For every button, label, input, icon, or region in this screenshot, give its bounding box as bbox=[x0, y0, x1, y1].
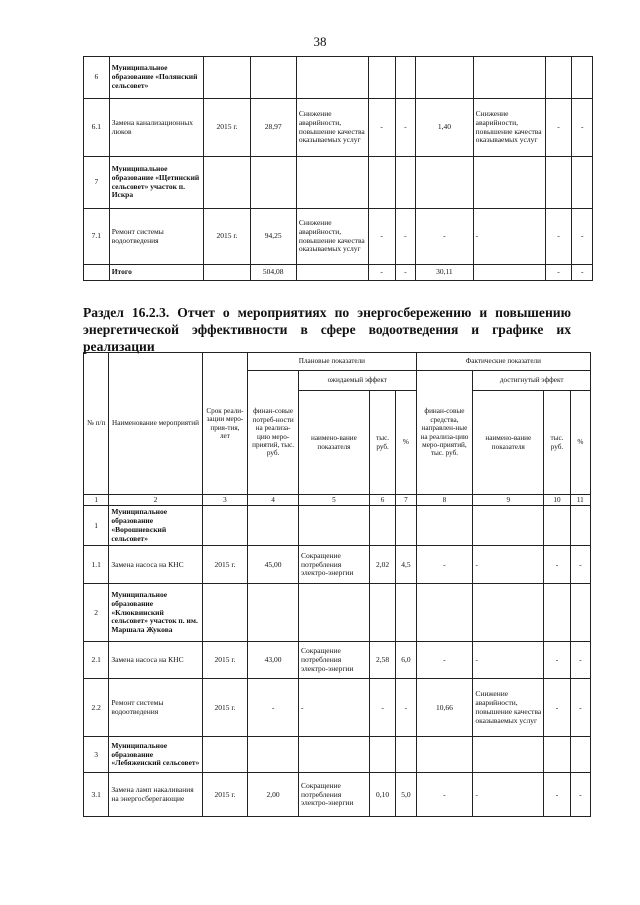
row-achieved-thousand-rub: - bbox=[545, 99, 572, 157]
section-heading: Раздел 16.2.3. Отчет о мероприятиях по энергосбережению и повышению энергетической эффективности в сфере водоотведения и графике их реализации bbox=[83, 305, 571, 354]
row-achieved-percent bbox=[570, 506, 590, 546]
row-achieved-thousand-rub: - bbox=[545, 265, 572, 281]
row-thousand-rub bbox=[368, 57, 395, 99]
header-indicator-name: наимено-вание показателя bbox=[298, 391, 369, 495]
row-number: 6 bbox=[84, 57, 110, 99]
row-cost bbox=[248, 737, 299, 773]
row-number: 1.1 bbox=[84, 546, 109, 584]
row-thousand-rub bbox=[368, 157, 395, 209]
table-row bbox=[84, 773, 591, 817]
row-percent: - bbox=[395, 99, 416, 157]
row-number: 2.1 bbox=[84, 642, 109, 679]
row-percent bbox=[396, 506, 416, 546]
row-achieved-percent: - bbox=[570, 773, 590, 817]
row-effect bbox=[296, 157, 368, 209]
row-cost: - bbox=[248, 679, 299, 737]
row-achieved-effect bbox=[473, 584, 544, 642]
row-effect: - bbox=[298, 679, 369, 737]
row-fact-funds bbox=[416, 737, 473, 773]
row-cost: 94,25 bbox=[250, 209, 296, 265]
row-achieved-effect bbox=[473, 157, 545, 209]
row-thousand-rub: 2,58 bbox=[369, 642, 395, 679]
header-percent: % bbox=[396, 391, 416, 495]
row-thousand-rub bbox=[369, 506, 395, 546]
row-achieved-percent: - bbox=[572, 265, 593, 281]
row-number: 3.1 bbox=[84, 773, 109, 817]
row-number bbox=[84, 265, 110, 281]
table-row bbox=[84, 642, 591, 679]
row-year: 2015 г. bbox=[204, 99, 250, 157]
row-year bbox=[202, 584, 248, 642]
column-number: 5 bbox=[298, 495, 369, 506]
row-fact-funds: - bbox=[416, 209, 474, 265]
row-effect bbox=[298, 737, 369, 773]
row-fact-funds: - bbox=[416, 546, 473, 584]
row-achieved-effect: - bbox=[473, 209, 545, 265]
row-achieved-percent: - bbox=[570, 679, 590, 737]
row-effect bbox=[296, 265, 368, 281]
row-name: Муниципальное образование «Полянский сельсовет» bbox=[109, 57, 204, 99]
row-year: 2015 г. bbox=[202, 642, 248, 679]
row-number: 1 bbox=[84, 506, 109, 546]
row-name: Ремонт системы водоотведения bbox=[109, 209, 204, 265]
row-number: 2 bbox=[84, 584, 109, 642]
table-row bbox=[84, 737, 591, 773]
row-effect bbox=[298, 506, 369, 546]
page-number: 38 bbox=[313, 34, 327, 49]
row-percent: 6,0 bbox=[396, 642, 416, 679]
row-achieved-effect bbox=[473, 57, 545, 99]
row-cost bbox=[250, 57, 296, 99]
column-number: 3 bbox=[202, 495, 248, 506]
table-row bbox=[84, 209, 593, 265]
column-number: 10 bbox=[544, 495, 570, 506]
header-percent-2: % bbox=[570, 391, 590, 495]
column-number: 6 bbox=[369, 495, 395, 506]
row-achieved-effect bbox=[473, 737, 544, 773]
table-row bbox=[84, 679, 591, 737]
column-number: 4 bbox=[248, 495, 299, 506]
column-number: 9 bbox=[473, 495, 544, 506]
row-name: Муниципальное образование «Щетинский сельсовет» участок п. Искра bbox=[109, 157, 204, 209]
row-effect bbox=[296, 57, 368, 99]
row-year bbox=[202, 737, 248, 773]
row-cost bbox=[248, 506, 299, 546]
row-achieved-thousand-rub: - bbox=[544, 546, 570, 584]
table-row bbox=[84, 506, 591, 546]
row-fact-funds: 10,66 bbox=[416, 679, 473, 737]
row-achieved-thousand-rub bbox=[545, 157, 572, 209]
row-name: Замена насоса на КНС bbox=[109, 642, 202, 679]
row-achieved-thousand-rub: - bbox=[544, 679, 570, 737]
row-cost: 43,00 bbox=[248, 642, 299, 679]
row-percent bbox=[395, 57, 416, 99]
row-cost bbox=[250, 157, 296, 209]
row-name: Замена ламп накаливания на энергосберегающие bbox=[109, 773, 202, 817]
row-number: 7.1 bbox=[84, 209, 110, 265]
row-achieved-percent bbox=[570, 584, 590, 642]
row-name: Замена насоса на КНС bbox=[109, 546, 202, 584]
row-thousand-rub bbox=[369, 584, 395, 642]
row-achieved-percent bbox=[570, 737, 590, 773]
row-name: Муниципальное образование «Клюквинский сельсовет» участок п. им. Маршала Жукова bbox=[109, 584, 202, 642]
header-plan-funds: финан-совые потреб-ности на реализа-цию меро-приятий, тыс. руб. bbox=[248, 371, 299, 495]
row-thousand-rub: 2,02 bbox=[369, 546, 395, 584]
header-name: Наименование мероприятий bbox=[109, 353, 202, 495]
row-percent: - bbox=[396, 679, 416, 737]
header-achieved: достигнутый эффект bbox=[473, 371, 591, 391]
row-cost bbox=[248, 584, 299, 642]
table-row bbox=[84, 99, 593, 157]
header-thousand-rub: тыс. руб. bbox=[369, 391, 395, 495]
column-number: 11 bbox=[570, 495, 590, 506]
row-year bbox=[204, 265, 250, 281]
row-thousand-rub: - bbox=[368, 99, 395, 157]
row-fact-funds bbox=[416, 57, 474, 99]
row-percent bbox=[396, 737, 416, 773]
row-effect: Снижение аварийности, повышение качества оказываемых услуг bbox=[296, 99, 368, 157]
row-year: 2015 г. bbox=[204, 209, 250, 265]
row-percent: - bbox=[395, 265, 416, 281]
row-achieved-effect: - bbox=[473, 642, 544, 679]
column-number: 1 bbox=[84, 495, 109, 506]
header-planned: Плановые показатели bbox=[248, 353, 416, 371]
column-number: 7 bbox=[396, 495, 416, 506]
row-cost: 2,00 bbox=[248, 773, 299, 817]
row-achieved-percent: - bbox=[572, 99, 593, 157]
row-achieved-thousand-rub bbox=[545, 57, 572, 99]
row-cost: 45,00 bbox=[248, 546, 299, 584]
row-fact-funds bbox=[416, 584, 473, 642]
row-cost: 504,08 bbox=[250, 265, 296, 281]
row-percent bbox=[395, 157, 416, 209]
table-row bbox=[84, 265, 593, 281]
row-fact-funds bbox=[416, 506, 473, 546]
row-achieved-percent: - bbox=[570, 546, 590, 584]
table-energy-saving-report bbox=[83, 352, 591, 817]
row-name: Замена канализационных люков bbox=[109, 99, 204, 157]
row-achieved-thousand-rub bbox=[544, 737, 570, 773]
row-achieved-percent: - bbox=[572, 209, 593, 265]
row-achieved-thousand-rub bbox=[544, 506, 570, 546]
header-actual: Фактические показатели bbox=[416, 353, 590, 371]
row-year bbox=[202, 506, 248, 546]
row-achieved-effect bbox=[473, 265, 545, 281]
row-achieved-effect: - bbox=[473, 546, 544, 584]
row-year: 2015 г. bbox=[202, 546, 248, 584]
row-effect: Снижение аварийности, повышение качества оказываемых услуг bbox=[296, 209, 368, 265]
row-year bbox=[204, 157, 250, 209]
row-percent: 5,0 bbox=[396, 773, 416, 817]
row-achieved-thousand-rub: - bbox=[544, 642, 570, 679]
row-number: 3 bbox=[84, 737, 109, 773]
row-name: Муниципальное образование «Лебяженский сельсовет» bbox=[109, 737, 202, 773]
row-percent: 4,5 bbox=[396, 546, 416, 584]
row-percent: - bbox=[395, 209, 416, 265]
row-cost: 28,97 bbox=[250, 99, 296, 157]
row-number: 6.1 bbox=[84, 99, 110, 157]
row-year bbox=[204, 57, 250, 99]
row-percent bbox=[396, 584, 416, 642]
column-number: 8 bbox=[416, 495, 473, 506]
row-name: Итого bbox=[109, 265, 204, 281]
row-effect: Сокращение потребления электро-энергии bbox=[298, 773, 369, 817]
header-expected: ожидаемый эффект bbox=[298, 371, 416, 391]
header-thousand-rub-2: тыс. руб. bbox=[544, 391, 570, 495]
header-indicator-name-2: наимено-вание показателя bbox=[473, 391, 544, 495]
table-row bbox=[84, 57, 593, 99]
table-row bbox=[84, 546, 591, 584]
row-achieved-thousand-rub bbox=[544, 584, 570, 642]
row-achieved-effect: Снижение аварийности, повышение качества оказываемых услуг bbox=[473, 99, 545, 157]
header-fact-funds: финан-совые средства, направлен-ные на реализа-цию меро-приятий, тыс. руб. bbox=[416, 371, 473, 495]
row-fact-funds: 1,40 bbox=[416, 99, 474, 157]
row-achieved-effect: Снижение аварийности, повышение качества оказываемых услуг bbox=[473, 679, 544, 737]
row-achieved-thousand-rub: - bbox=[545, 209, 572, 265]
table-fact-water-disposal-continued bbox=[83, 56, 593, 281]
header-term: Срок реали-зации меро-прия-тия, лет bbox=[202, 353, 248, 495]
header-num: № п/п bbox=[84, 353, 109, 495]
row-achieved-percent bbox=[572, 157, 593, 209]
row-year: 2015 г. bbox=[202, 773, 248, 817]
row-thousand-rub: - bbox=[368, 209, 395, 265]
row-number: 7 bbox=[84, 157, 110, 209]
row-achieved-effect bbox=[473, 506, 544, 546]
row-thousand-rub bbox=[369, 737, 395, 773]
row-achieved-effect: - bbox=[473, 773, 544, 817]
row-effect: Сокращение потребления электро-энергии bbox=[298, 546, 369, 584]
row-effect: Сокращение потребления электро-энергии bbox=[298, 642, 369, 679]
row-year: 2015 г. bbox=[202, 679, 248, 737]
table-row bbox=[84, 584, 591, 642]
table-row bbox=[84, 157, 593, 209]
row-achieved-thousand-rub: - bbox=[544, 773, 570, 817]
row-fact-funds bbox=[416, 157, 474, 209]
row-fact-funds: - bbox=[416, 642, 473, 679]
row-fact-funds: 30,11 bbox=[416, 265, 474, 281]
row-thousand-rub: 0,10 bbox=[369, 773, 395, 817]
row-fact-funds: - bbox=[416, 773, 473, 817]
row-number: 2.2 bbox=[84, 679, 109, 737]
column-numbers-row bbox=[84, 495, 591, 506]
row-name: Ремонт системы водоотведения bbox=[109, 679, 202, 737]
column-number: 2 bbox=[109, 495, 202, 506]
row-achieved-percent: - bbox=[570, 642, 590, 679]
row-achieved-percent bbox=[572, 57, 593, 99]
row-name: Муниципальное образование «Ворошневский сельсовет» bbox=[109, 506, 202, 546]
row-thousand-rub: - bbox=[369, 679, 395, 737]
row-effect bbox=[298, 584, 369, 642]
row-thousand-rub: - bbox=[368, 265, 395, 281]
